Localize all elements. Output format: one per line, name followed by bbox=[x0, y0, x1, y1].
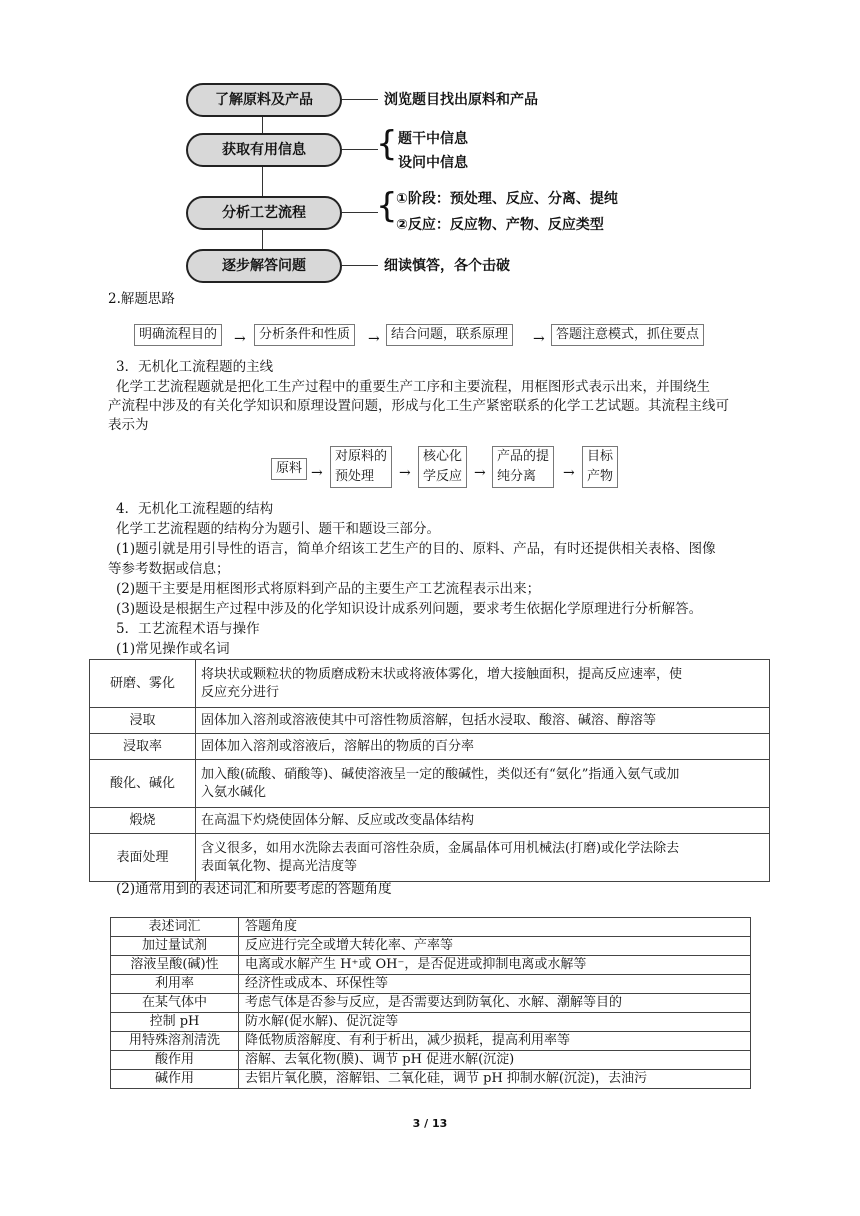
brace-icon: { bbox=[376, 124, 398, 164]
sec3-box-core-l2: 学反应 bbox=[423, 469, 463, 484]
table-cell-desc: 在高温下灼烧使固体分解、反应或改变晶体结构 bbox=[196, 808, 770, 834]
table-row bbox=[111, 1032, 751, 1051]
sec4-line-2: (1)题引就是用引导性的语言，简单介绍该工艺生产的目的、原料、产品，有时还提供相关表格、图像 bbox=[116, 541, 716, 557]
flow-step-4: 逐步解答问题 bbox=[186, 249, 342, 283]
table-cell-desc: 去铝片氧化膜，溶解铝、二氧化硅，调节 pH 抑制水解(沉淀)，去油污 bbox=[239, 1070, 751, 1089]
arrow-right-icon: → bbox=[533, 331, 545, 347]
table-cell-desc: 将块状或颗粒状的物质磨成粉末状或将液体雾化，增大接触面积，提高反应速率，使 反应充分进行 bbox=[196, 660, 770, 708]
sec2-box-1: 明确流程目的 bbox=[134, 324, 222, 346]
table-cell-term: 表面处理 bbox=[90, 834, 196, 882]
arrow-right-icon: → bbox=[474, 465, 486, 481]
table-header-row bbox=[111, 918, 751, 937]
table-cell-desc: 含义很多，如用水洗除去表面可溶性杂质，金属晶体可用机械法(打磨)或化学法除去 表面氧化物、提高光洁度等 bbox=[196, 834, 770, 882]
table-header-desc: 答题角度 bbox=[239, 918, 751, 937]
arrow-right-icon: → bbox=[368, 331, 380, 347]
sec3-para-3: 表示为 bbox=[108, 417, 149, 433]
table-cell-term: 控制 pH bbox=[111, 1013, 239, 1032]
sec4-line-1: 化学工艺流程题的结构分为题引、题干和题设三部分。 bbox=[116, 521, 440, 537]
table-cell-desc: 电离或水解产生 H⁺或 OH⁻，是否促进或抑制电离或水解等 bbox=[239, 956, 751, 975]
brace-icon: { bbox=[376, 186, 398, 226]
table-cell-desc: 降低物质溶解度、有利于析出，减少损耗，提高利用率等 bbox=[239, 1032, 751, 1051]
sec2-box-4: 答题注意模式，抓住要点 bbox=[551, 324, 704, 346]
table-row bbox=[111, 975, 751, 994]
table-cell-desc: 考虑气体是否参与反应，是否需要达到防氧化、水解、潮解等目的 bbox=[239, 994, 751, 1013]
arrow-right-icon: → bbox=[399, 465, 411, 481]
sec3-para-1: 化学工艺流程题就是把化工生产过程中的重要生产工序和主要流程，用框图形式表示出来，并围绕生 bbox=[116, 379, 710, 395]
table-row bbox=[111, 1051, 751, 1070]
flow-step-1: 了解原料及产品 bbox=[186, 83, 342, 117]
flow-desc-2a: 题干中信息 bbox=[398, 131, 468, 147]
sec3-box-pre bbox=[330, 446, 392, 488]
sec3-box-target-l1: 目标 bbox=[587, 449, 614, 464]
table-row bbox=[111, 1013, 751, 1032]
table-cell-term: 利用率 bbox=[111, 975, 239, 994]
table-cell-desc: 固体加入溶剂或溶液使其中可溶性物质溶解，包括水浸取、酸溶、碱溶、醇溶等 bbox=[196, 708, 770, 734]
flow-desc-1: 浏览题目找出原料和产品 bbox=[384, 92, 538, 108]
table-cell-term: 浸取 bbox=[90, 708, 196, 734]
sec3-box-target-l2: 产物 bbox=[587, 469, 614, 484]
table-cell-term: 酸作用 bbox=[111, 1051, 239, 1070]
table-header-term: 表述词汇 bbox=[111, 918, 239, 937]
table-cell-term: 浸取率 bbox=[90, 734, 196, 760]
table-row bbox=[90, 708, 770, 734]
table-cell-term: 研磨、雾化 bbox=[90, 660, 196, 708]
sec4-line-5: (3)题设是根据生产过程中涉及的化学知识设计成系列问题，要求考生依据化学原理进行分析解答。 bbox=[116, 601, 703, 617]
arrow-right-icon: → bbox=[563, 465, 575, 481]
sec3-box-pre-l2: 预处理 bbox=[335, 469, 375, 484]
table-cell-term: 用特殊溶剂清洗 bbox=[111, 1032, 239, 1051]
sec3-box-purify bbox=[492, 446, 554, 488]
sec3-box-target bbox=[582, 446, 618, 488]
sec3-heading: 3．无机化工流程题的主线 bbox=[116, 359, 274, 375]
flow-link-2 bbox=[342, 149, 378, 150]
table-row bbox=[111, 1070, 751, 1089]
table-row bbox=[90, 808, 770, 834]
table-cell-desc: 加入酸(硫酸、硝酸等)、碱使溶液呈一定的酸碱性，类似还有“氨化”指通入氨气或加 入氨水碱化 bbox=[196, 760, 770, 808]
flow-link-3 bbox=[342, 212, 378, 213]
table-cell-desc: 溶解、去氧化物(膜)、调节 pH 促进水解(沉淀) bbox=[239, 1051, 751, 1070]
sec5-heading: 5．工艺流程术语与操作 bbox=[116, 621, 260, 637]
sec3-para-2: 产流程中涉及的有关化学知识和原理设置问题，形成与化工生产紧密联系的化学工艺试题。其流程主线可 bbox=[108, 398, 729, 414]
flow-desc-3a: ①阶段：预处理、反应、分离、提纯 bbox=[396, 191, 618, 207]
table-row bbox=[90, 834, 770, 882]
table-row bbox=[90, 760, 770, 808]
sec2-box-2: 分析条件和性质 bbox=[254, 324, 355, 346]
table-row bbox=[90, 660, 770, 708]
table-row bbox=[111, 994, 751, 1013]
sec2-box-3: 结合问题，联系原理 bbox=[386, 324, 513, 346]
table-cell-desc: 防水解(促水解)、促沉淀等 bbox=[239, 1013, 751, 1032]
table-cell-term: 煅烧 bbox=[90, 808, 196, 834]
sec4-heading: 4．无机化工流程题的结构 bbox=[116, 501, 274, 517]
sec3-box-pre-l1: 对原料的 bbox=[335, 449, 388, 464]
table-cell-term: 溶液呈酸(碱)性 bbox=[111, 956, 239, 975]
table-cell-desc: 固体加入溶剂或溶液后，溶解出的物质的百分率 bbox=[196, 734, 770, 760]
flow-desc-3b: ②反应：反应物、产物、反应类型 bbox=[396, 217, 604, 233]
sec3-box-core-l1: 核心化 bbox=[423, 449, 463, 464]
sec4-line-3: 等参考数据或信息； bbox=[108, 561, 230, 577]
flow-step-3: 分析工艺流程 bbox=[186, 196, 342, 230]
sec5-sub1: (1)常见操作或名词 bbox=[116, 641, 230, 657]
sec4-line-4: (2)题干主要是用框图形式将原料到产品的主要生产工艺流程表示出来； bbox=[116, 581, 541, 597]
flow-link-1 bbox=[342, 99, 378, 100]
flow-desc-2b: 设问中信息 bbox=[398, 155, 468, 171]
table-cell-term: 碱作用 bbox=[111, 1070, 239, 1089]
flow-link-4 bbox=[342, 265, 378, 266]
table-cell-desc: 反应进行完全或增大转化率、产率等 bbox=[239, 937, 751, 956]
arrow-right-icon: → bbox=[234, 331, 246, 347]
operations-table bbox=[89, 659, 770, 882]
sec3-box-purify-l2: 纯分离 bbox=[497, 469, 537, 484]
table-cell-term: 在某气体中 bbox=[111, 994, 239, 1013]
sec3-box-purify-l1: 产品的提 bbox=[497, 449, 550, 464]
arrow-right-icon: → bbox=[311, 465, 323, 481]
flow-step-2: 获取有用信息 bbox=[186, 133, 342, 167]
table-cell-desc: 经济性或成本、环保性等 bbox=[239, 975, 751, 994]
table-row bbox=[90, 734, 770, 760]
table-row bbox=[111, 956, 751, 975]
sec5-sub2: (2)通常用到的表述词汇和所要考虑的答题角度 bbox=[116, 881, 392, 897]
table-cell-term: 酸化、碱化 bbox=[90, 760, 196, 808]
page-number: 3 / 13 bbox=[412, 1117, 448, 1130]
table-cell-term: 加过量试剂 bbox=[111, 937, 239, 956]
sec3-box-raw: 原料 bbox=[271, 458, 307, 480]
answer-angle-table bbox=[110, 917, 751, 1089]
sec3-box-core bbox=[418, 446, 467, 488]
table-row bbox=[111, 937, 751, 956]
flow-desc-4: 细读慎答，各个击破 bbox=[384, 258, 510, 274]
sec2-heading: 2.解题思路 bbox=[108, 291, 175, 307]
